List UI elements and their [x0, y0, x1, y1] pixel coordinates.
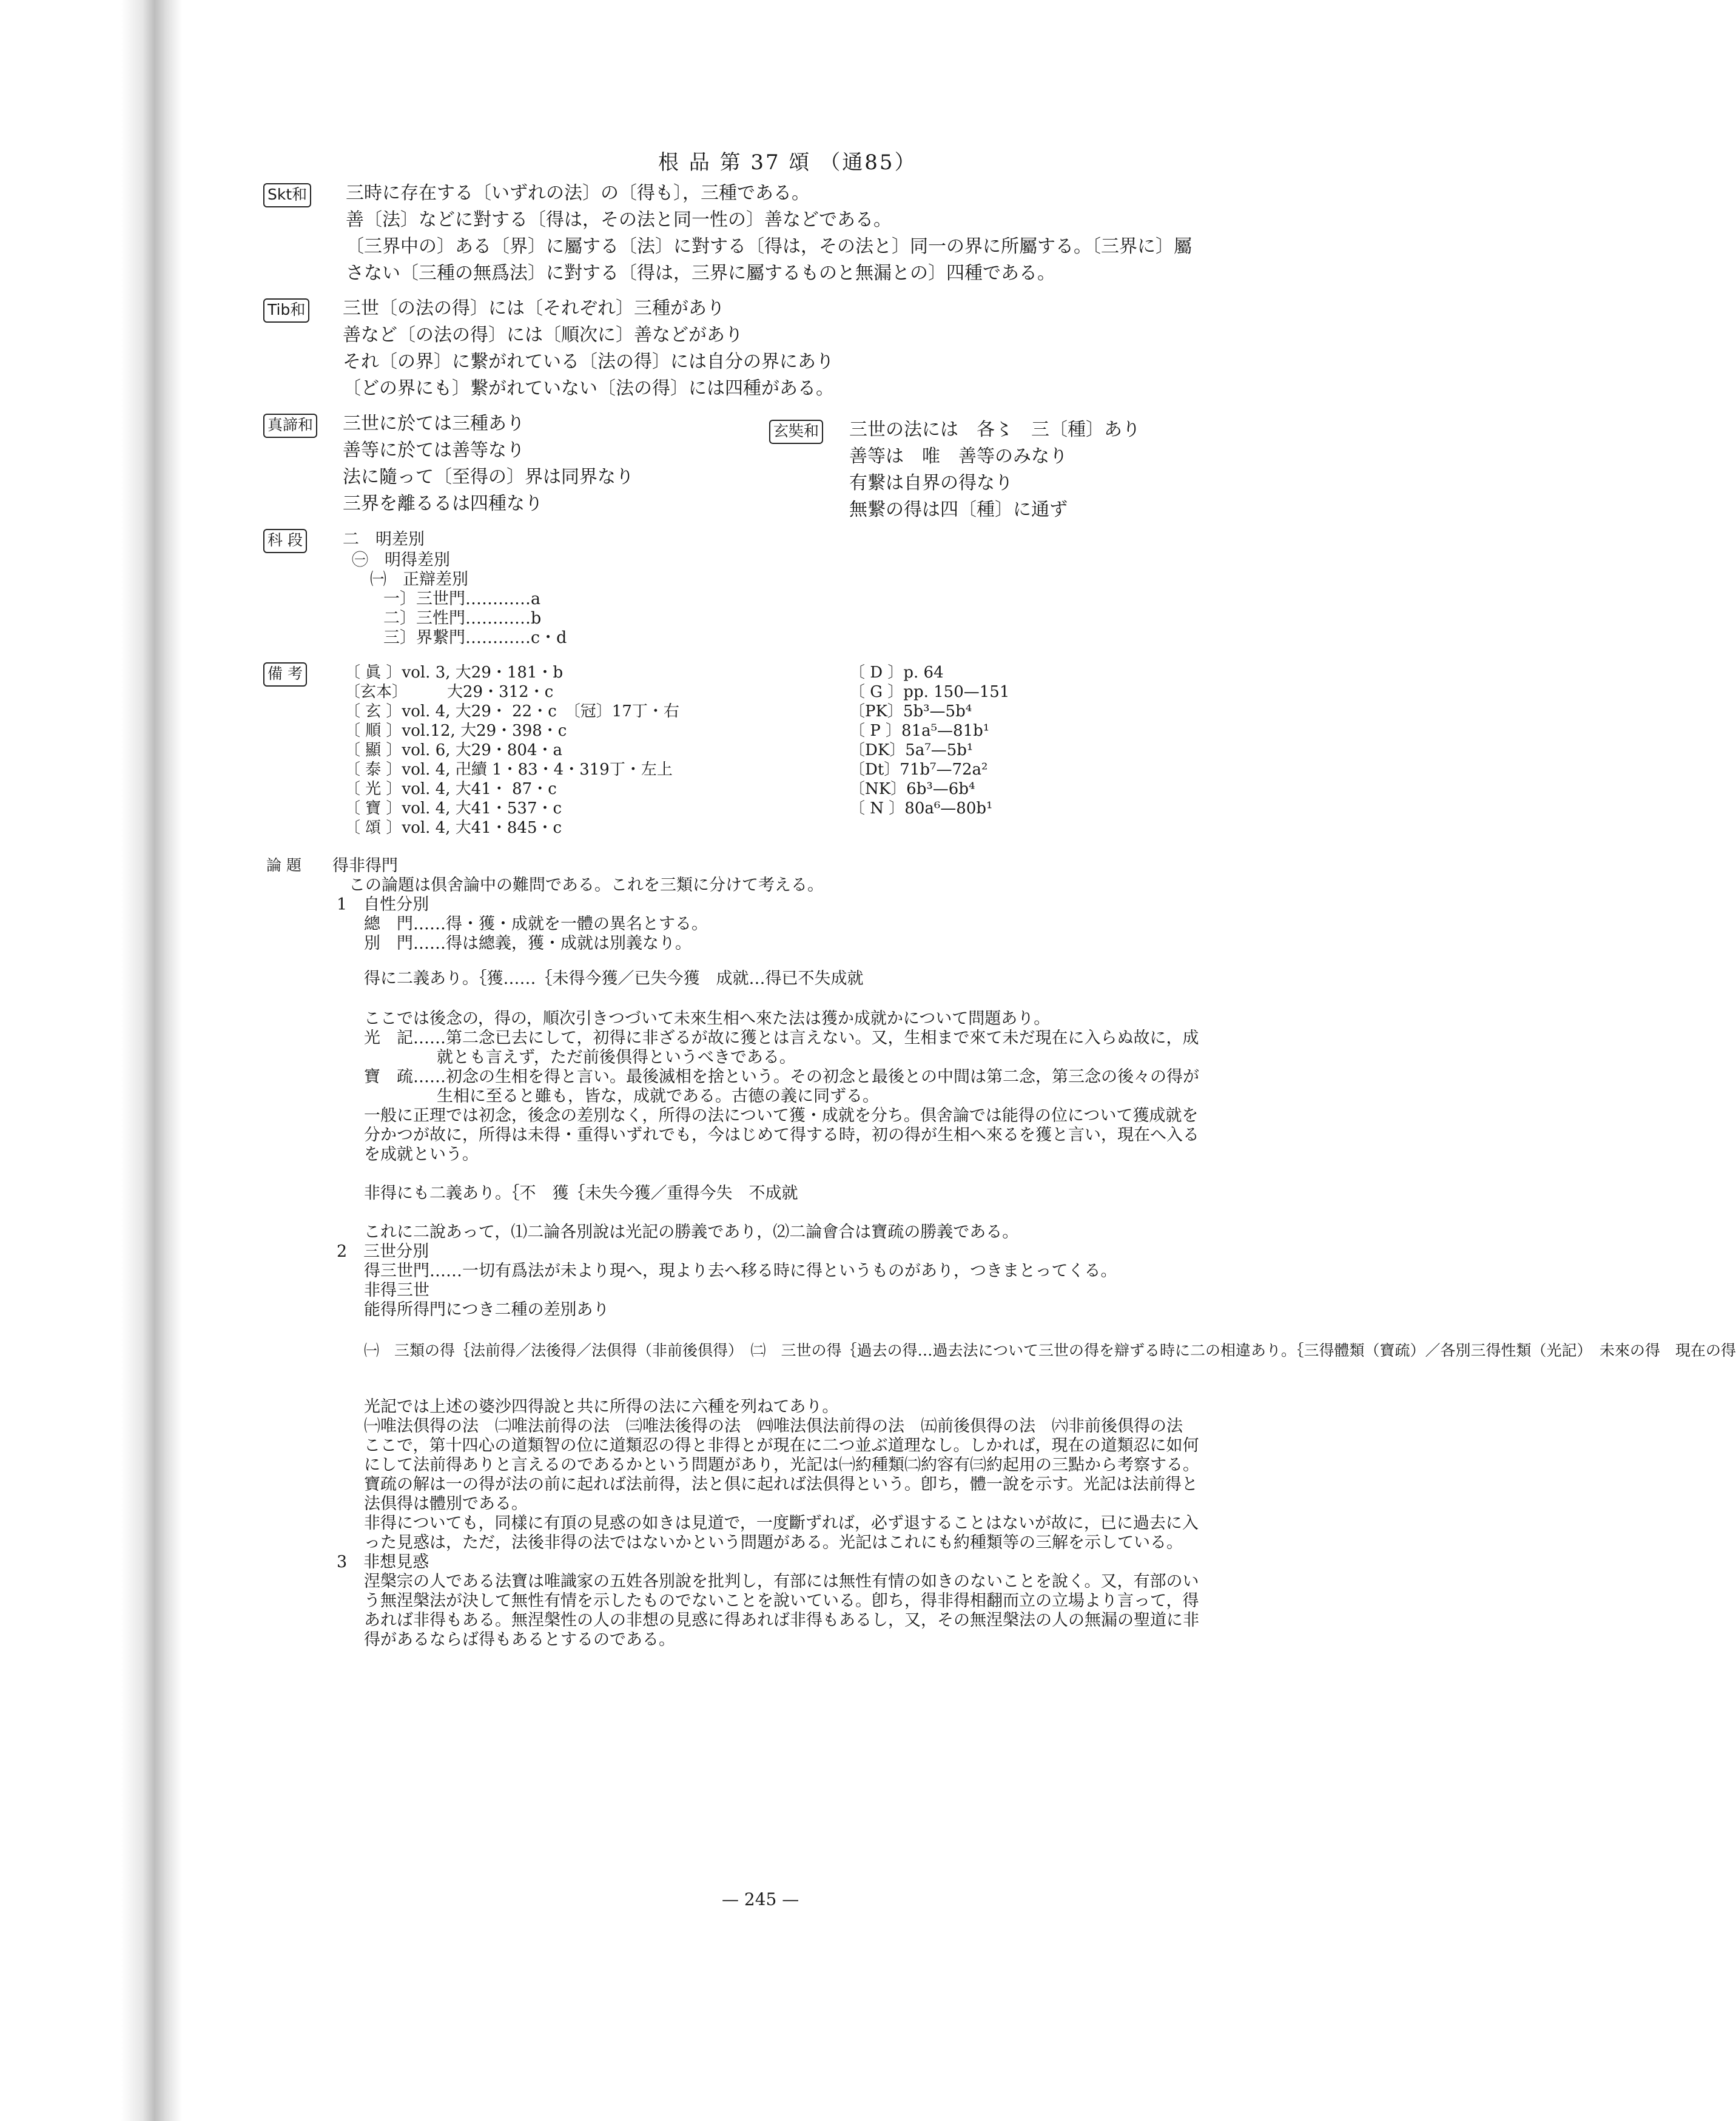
ronmon-line: 3 非想見惑: [337, 1553, 429, 1571]
tib-tag: Tib和: [263, 298, 309, 323]
page-number: — 245 —: [722, 1889, 799, 1909]
ronmon-line: 光記では上述の婆沙四得說と共に所得の法に六種を列ねてあり。: [364, 1397, 839, 1416]
ref-left: 〔 眞 〕vol. 3, 大29・181・b: [345, 664, 564, 682]
ronmon-line: 非得についても，同樣に有頂の見惑の如きは見道で，一度斷ずれば，必ず退することはないが故に，已に過去に入: [364, 1514, 1199, 1533]
ref-right: 〔DK〕5a⁷—5b¹: [849, 741, 974, 759]
ref-right: 〔PK〕5b³—5b⁴: [849, 702, 972, 721]
genjo-line: 善等は 唯 善等のみなり: [849, 446, 1068, 467]
ref-right: 〔 D 〕p. 64: [849, 664, 944, 682]
ronmon-line: 非得にも二義あり。｛不 獲｛未失今獲／重得今失 不成就: [364, 1184, 798, 1203]
ronmon-line: 2 三世分別: [337, 1242, 429, 1261]
ronmon-line: 寶疏の解は一の得が法の前に起れば法前得，法と倶に起れば法倶得という。卽ち，體一說を示す。光記は法前得と: [364, 1475, 1198, 1494]
skt-tag: Skt和: [263, 183, 311, 207]
ronmon-line: 寶 疏……初念の生相を得と言い。最後滅相を捨という。その初念と最後との中間は第二念，第三念の後々の得が: [364, 1067, 1199, 1086]
ronmon-line: これに二說あって，⑴二論各別說は光記の勝義であり，⑵二論會合は寶疏の勝義である。: [364, 1223, 1019, 1242]
ronmon-line: 別 門……得は總義，獲・成就は別義なり。: [364, 934, 691, 953]
ref-left: 〔 顯 〕vol. 6, 大29・804・a: [345, 741, 562, 759]
ref-left: 〔玄本〕 大29・312・c: [345, 683, 554, 701]
ref-left: 〔 泰 〕vol. 4, 卍續 1・83・4・319丁・左上: [345, 761, 673, 779]
ref-left: 〔 頌 〕vol. 4, 大41・845・c: [345, 819, 562, 837]
ref-left: 〔 玄 〕vol. 4, 大29・ 22・c 〔冠〕17丁・右: [345, 702, 679, 721]
shindai-line: 三界を離るるは四種なり: [343, 493, 543, 514]
kadan-line: ㊀ 明得差別: [352, 551, 450, 570]
ronmon-line: 就とも言えず，ただ前後倶得というべきである。: [437, 1048, 796, 1067]
tib-line: 〔どの界にも〕繋がれていない〔法の得〕には四種がある。: [343, 378, 834, 399]
tib-line: それ〔の界〕に繋がれている〔法の得〕には自分の界にあり: [343, 351, 834, 372]
ref-right: 〔Dt〕71b⁷—72a²: [849, 761, 988, 779]
ref-left: 〔 順 〕vol.12, 大29・398・c: [345, 722, 567, 740]
kadan-line: 二〕三性門…………b: [383, 609, 542, 628]
ronmon-line: ここで，第十四心の道類智の位に道類忍の得と非得とが現在に二つ並ぶ道理なし。しかれば，現在の道類忍に如何: [364, 1436, 1199, 1455]
ronmon-line: を成就という。: [364, 1145, 479, 1164]
ref-right: 〔 N 〕80a⁶—80b¹: [849, 799, 993, 818]
ronmon-line: 得非得門: [332, 856, 398, 875]
ronmon-line: 非得三世: [364, 1281, 429, 1300]
biko-tag: 備 考: [263, 662, 307, 687]
shindai-line: 善等に於ては善等なり: [343, 440, 525, 461]
shindai-tag: 真諦和: [263, 414, 317, 438]
ronmon-line: 1 自性分別: [337, 895, 429, 914]
kadan-line: 三〕界繋門…………c・d: [383, 628, 567, 647]
ronmon-line: 分かつが故に，所得は未得・重得いずれでも，今はじめて得する時，初の得が生相へ來るを獲と言い，現在へ入る: [364, 1126, 1199, 1145]
ref-right: 〔 P 〕81a⁵—81b¹: [849, 722, 990, 740]
ronmon-line: った見惑は，ただ，法後非得の法ではないかという問題がある。光記はこれにも約種類等の三解を示している。: [364, 1533, 1183, 1552]
ronmon-line: ここでは後念の，得の，順次引きつづいて未來生相へ來た法は獲か成就かについて問題あり。: [364, 1009, 1051, 1028]
ronmon-line: にして法前得ありと言えるのであるかという問題があり，光記は㈠約種類㈡約容有㈢約起用の三點から考察する。: [364, 1456, 1199, 1474]
ronmon-line: 得三世門……一切有爲法が未より現へ，現より去へ移る時に得というものがあり，つきまとってくる。: [364, 1262, 1117, 1280]
kadan-line: 二 明差別: [343, 530, 425, 549]
tib-line: 三世〔の法の得〕には〔それぞれ〕三種があり: [343, 298, 725, 319]
skt-line: 三時に存在する〔いずれの法〕の〔得も〕，三種である。: [346, 183, 810, 204]
genjo-line: 三世の法には 各〻 三〔種〕あり: [849, 419, 1140, 440]
ref-right: 〔NK〕6b³—6b⁴: [849, 780, 975, 798]
shindai-line: 法に隨って〔至得の〕界は同界なり: [343, 466, 634, 488]
ronmon-line: 一般に正理では初念，後念の差別なく，所得の法について獲・成就を分ち。倶舍論では能得の位について獲成就を: [364, 1106, 1199, 1125]
page-title: 根 品 第 37 頌 （通85）: [658, 150, 917, 175]
ronmon-line: 涅槃宗の人である法寶は唯識家の五姓各別說を批判し，有部には無性有情の如きのないことを說く。又，有部のい: [364, 1572, 1199, 1591]
genjo-tag: 玄奘和: [769, 420, 823, 444]
skt-line: さない〔三種の無爲法〕に對する〔得は，三界に屬するものと無漏との〕四種である。: [346, 263, 1055, 284]
ronmon-line: 光 記……第二念已去にして，初得に非ざるが故に獲とは言えない。又，生相まで來て未だ現在に入らぬ故に，成: [364, 1029, 1199, 1047]
ronmon-tag: 論 題: [266, 856, 301, 874]
ronmon-line: 總 門……得・獲・成就を一體の異名とする。: [364, 915, 708, 933]
kadan-line: 一〕三世門…………a: [383, 590, 541, 608]
ronmon-line: う無涅槃法が決して無性有情を示したものでないことを說いている。卽ち，得非得相翻而立の立場より言って，得: [364, 1592, 1199, 1610]
genjo-line: 有繋は自界の得なり: [849, 472, 1013, 494]
tib-line: 善など〔の法の得〕には〔順次に〕善などがあり: [343, 324, 743, 346]
ronmon-line: あれば非得もある。無涅槃性の人の非想の見惑に得あれば非得もあるし，又，その無涅槃法の人の無漏の聖道に非: [364, 1611, 1199, 1630]
ronmon-line: ㈠ 三類の得｛法前得／法後得／法倶得（非前後倶得） ㈡ 三世の得｛過去の得…過去法について三世の得を辯ずる時に二の相違あり。｛三得體類（寶疏）／各別三得性類（光記） 未來の得 現在の得: [364, 1342, 1736, 1359]
ronmon-line: ㈠唯法倶得の法 ㈡唯法前得の法 ㈢唯法後得の法 ㈣唯法倶法前得の法 ㈤前後倶得の法 ㈥非前後倶得の法: [364, 1417, 1183, 1436]
ronmon-line: 法倶得は體別である。: [364, 1494, 528, 1513]
kadan-line: ㈠ 正辯差別: [370, 570, 468, 589]
scan-edge-shadow: [0, 0, 182, 2121]
ref-left: 〔 光 〕vol. 4, 大41・ 87・c: [345, 780, 557, 798]
skt-line: 〔三界中の〕ある〔界〕に屬する〔法〕に對する〔得は，その法と〕同一の界に所屬する。〔三界に〕屬: [346, 236, 1192, 257]
ref-left: 〔 寶 〕vol. 4, 大41・537・c: [345, 799, 562, 818]
ronmon-line: この論題は倶舍論中の難問である。これを三類に分けて考える。: [349, 876, 824, 895]
genjo-line: 無繋の得は四〔種〕に通ず: [849, 499, 1068, 520]
ronmon-line: 能得所得門につき二種の差別あり: [364, 1300, 610, 1319]
ref-right: 〔 G 〕pp. 150—151: [849, 683, 1010, 701]
ronmon-line: 得に二義あり。｛獲……｛未得今獲／已失今獲 成就…得已不失成就: [364, 969, 864, 988]
ronmon-line: 生相に至ると雖も，皆な，成就である。古德の義に同ずる。: [437, 1087, 879, 1106]
ronmon-line: 得があるならば得もあるとするのである。: [364, 1630, 675, 1649]
shindai-line: 三世に於ては三種あり: [343, 413, 525, 434]
kadan-tag: 科 段: [263, 529, 307, 553]
skt-line: 善〔法〕などに對する〔得は，その法と同一性の〕善などである。: [346, 209, 892, 230]
